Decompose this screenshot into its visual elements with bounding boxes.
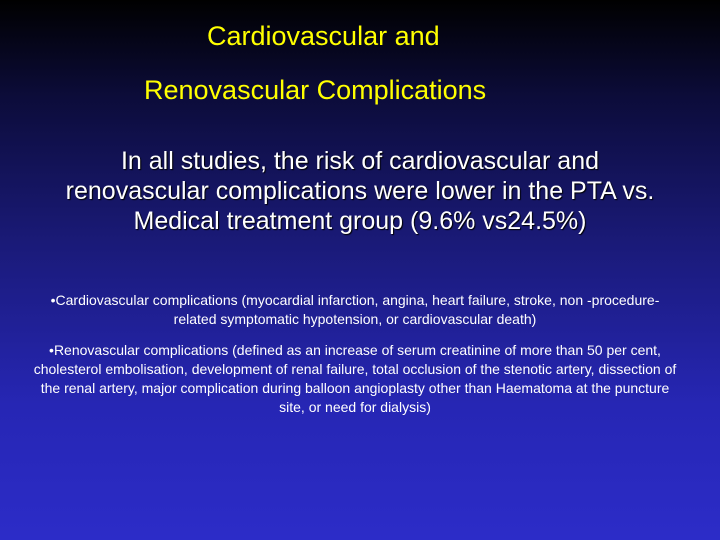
slide-title-line-2: Renovascular Complications	[144, 75, 487, 105]
slide-title-line-1: Cardiovascular and	[207, 21, 440, 51]
summary-statement: In all studies, the risk of cardiovascular and renovascular complications were lower in the PTA vs. Medical treatment group (9.6% vs24.5%)	[65, 147, 655, 235]
bullet-cardiovascular-complications: •Cardiovascular complications (myocardial infarction, angina, heart failure, stroke, non -procedure-related symptomatic hypotension, or cardiovascular death)	[50, 292, 660, 327]
bullet-renovascular-complications: •Renovascular complications (defined as an increase of serum creatinine of more than 50 per cent, cholesterol embolisation, development of renal failure, total occlusion of the stenotic artery, dissection of the renal artery, major complication during balloon angioplasty other than Haematoma at the puncture site, or need for dialysis)	[33, 342, 677, 415]
